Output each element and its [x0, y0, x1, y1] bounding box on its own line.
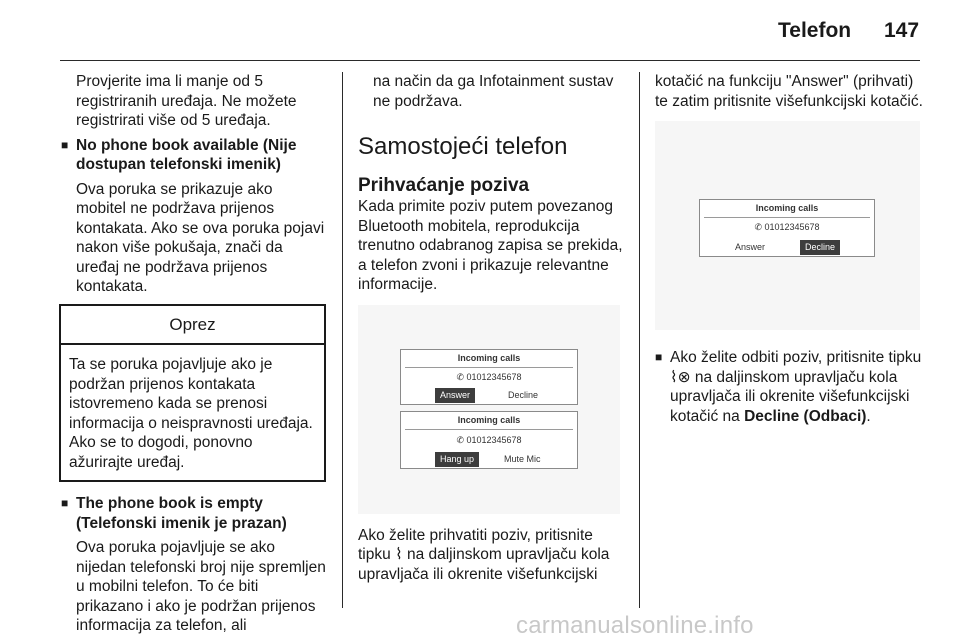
- incoming-call-panel: [699, 199, 875, 257]
- panel-title: Incoming calls: [457, 352, 521, 363]
- list-item: [655, 348, 927, 426]
- body-paragraph: Kada primite poziv putem povezanog Bluetooth mobitela, reprodukcija trenutno odabranog zapisa se prekida, a telefon zvoni i prikazuje relevantne informacije.: [358, 198, 623, 293]
- watermark: carmanualsonline.info: [516, 612, 754, 639]
- hang-up-key-icon: ⌇⊗: [670, 368, 691, 386]
- answer-button: Answer: [435, 388, 475, 403]
- hang-up-button: Hang up: [435, 452, 479, 467]
- panel-title: Incoming calls: [457, 414, 521, 425]
- incoming-call-figure: [655, 121, 920, 330]
- phone-icon: ✆: [754, 222, 765, 232]
- continued-text: na način da ga Infotainment sustav ne podržava.: [373, 73, 614, 110]
- caution-box: [59, 304, 326, 483]
- bullet-text: ■ Ako želite odbiti poziv, pritisnite tipku ⌇⊗ na daljinskom upravljaču kola upravljača ili okrenite višefunkcijski kotačić na Decline (Odbaci).: [670, 349, 922, 425]
- incoming-call-panel: [400, 349, 578, 405]
- column-divider: [342, 72, 343, 608]
- section-heading: Samostojeći telefon: [358, 133, 568, 160]
- intro-text: Provjerite ima li manje od 5 registriranih uređaja. Ne možete registrirati više od 5 uređaja.: [76, 73, 297, 129]
- decline-button: Decline: [508, 389, 539, 400]
- page-number: 147: [884, 19, 920, 42]
- phone-icon: ✆: [456, 434, 467, 445]
- caller-number: ✆ 01012345678: [456, 434, 522, 445]
- phone-icon: ✆: [456, 371, 467, 382]
- list-item: [61, 136, 326, 297]
- column-3: [655, 72, 927, 426]
- caution-text: Ta se poruka pojavljuje ako je podržan prijenos kontakata istovremeno kada se prenosi informacija o neispravnosti uređaja. Ako se to dogodi, ponovno ažurirajte uređaj.: [69, 356, 313, 471]
- column-2: [358, 72, 626, 584]
- page-header-title: Telefon: [778, 19, 852, 42]
- list-item: [61, 494, 326, 636]
- bullet-text: Ova poruka pojavljuje se ako nijedan telefonski broj nije spremljen u mobilni telefon. To će biti prikazano i ako je podržan prijenos informacija za telefon, ali: [76, 539, 326, 634]
- incoming-calls-figure: [358, 305, 620, 514]
- caller-number: ✆ 01012345678: [456, 371, 522, 382]
- bullet-title: ■ No phone book available (Nije dostupan telefonski imenik): [76, 136, 297, 173]
- phone-key-icon: ⌇: [395, 546, 403, 563]
- panel-title: Incoming calls: [755, 203, 819, 213]
- caller-number: ✆ 01012345678: [754, 222, 820, 232]
- bullet-title: ■ The phone book is empty (Telefonski imenik je prazan): [76, 495, 287, 532]
- decline-button: Decline: [800, 240, 840, 255]
- header-rule: [60, 60, 920, 61]
- subsection-heading: Prihvaćanje poziva: [358, 175, 530, 196]
- body-paragraph: Ako želite prihvatiti poziv, pritisnite tipku ⌇ na daljinskom upravljaču kola upravljača ili okrenite višefunkcijski: [358, 526, 610, 583]
- column-divider: [639, 72, 640, 608]
- mute-mic-button: Mute Mic: [504, 453, 541, 464]
- column-1: [61, 72, 326, 636]
- bullet-text: Ova poruka se prikazuje ako mobitel ne podržava prijenos kontakata. Ako se ova poruka pojavi nakon više pokušaja, znači da uređaj ne podržava prijenos kontakata.: [76, 180, 325, 295]
- continued-text: kotačić na funkciju "Answer" (prihvati) te zatim pritisnite višefunkcijski kotačić.: [655, 73, 923, 110]
- panel-divider: [405, 367, 573, 368]
- panel-divider: [405, 429, 573, 430]
- answer-button: Answer: [735, 242, 766, 252]
- caution-title: Oprez: [61, 306, 324, 346]
- panel-divider: [704, 217, 870, 218]
- active-call-panel: [400, 411, 578, 469]
